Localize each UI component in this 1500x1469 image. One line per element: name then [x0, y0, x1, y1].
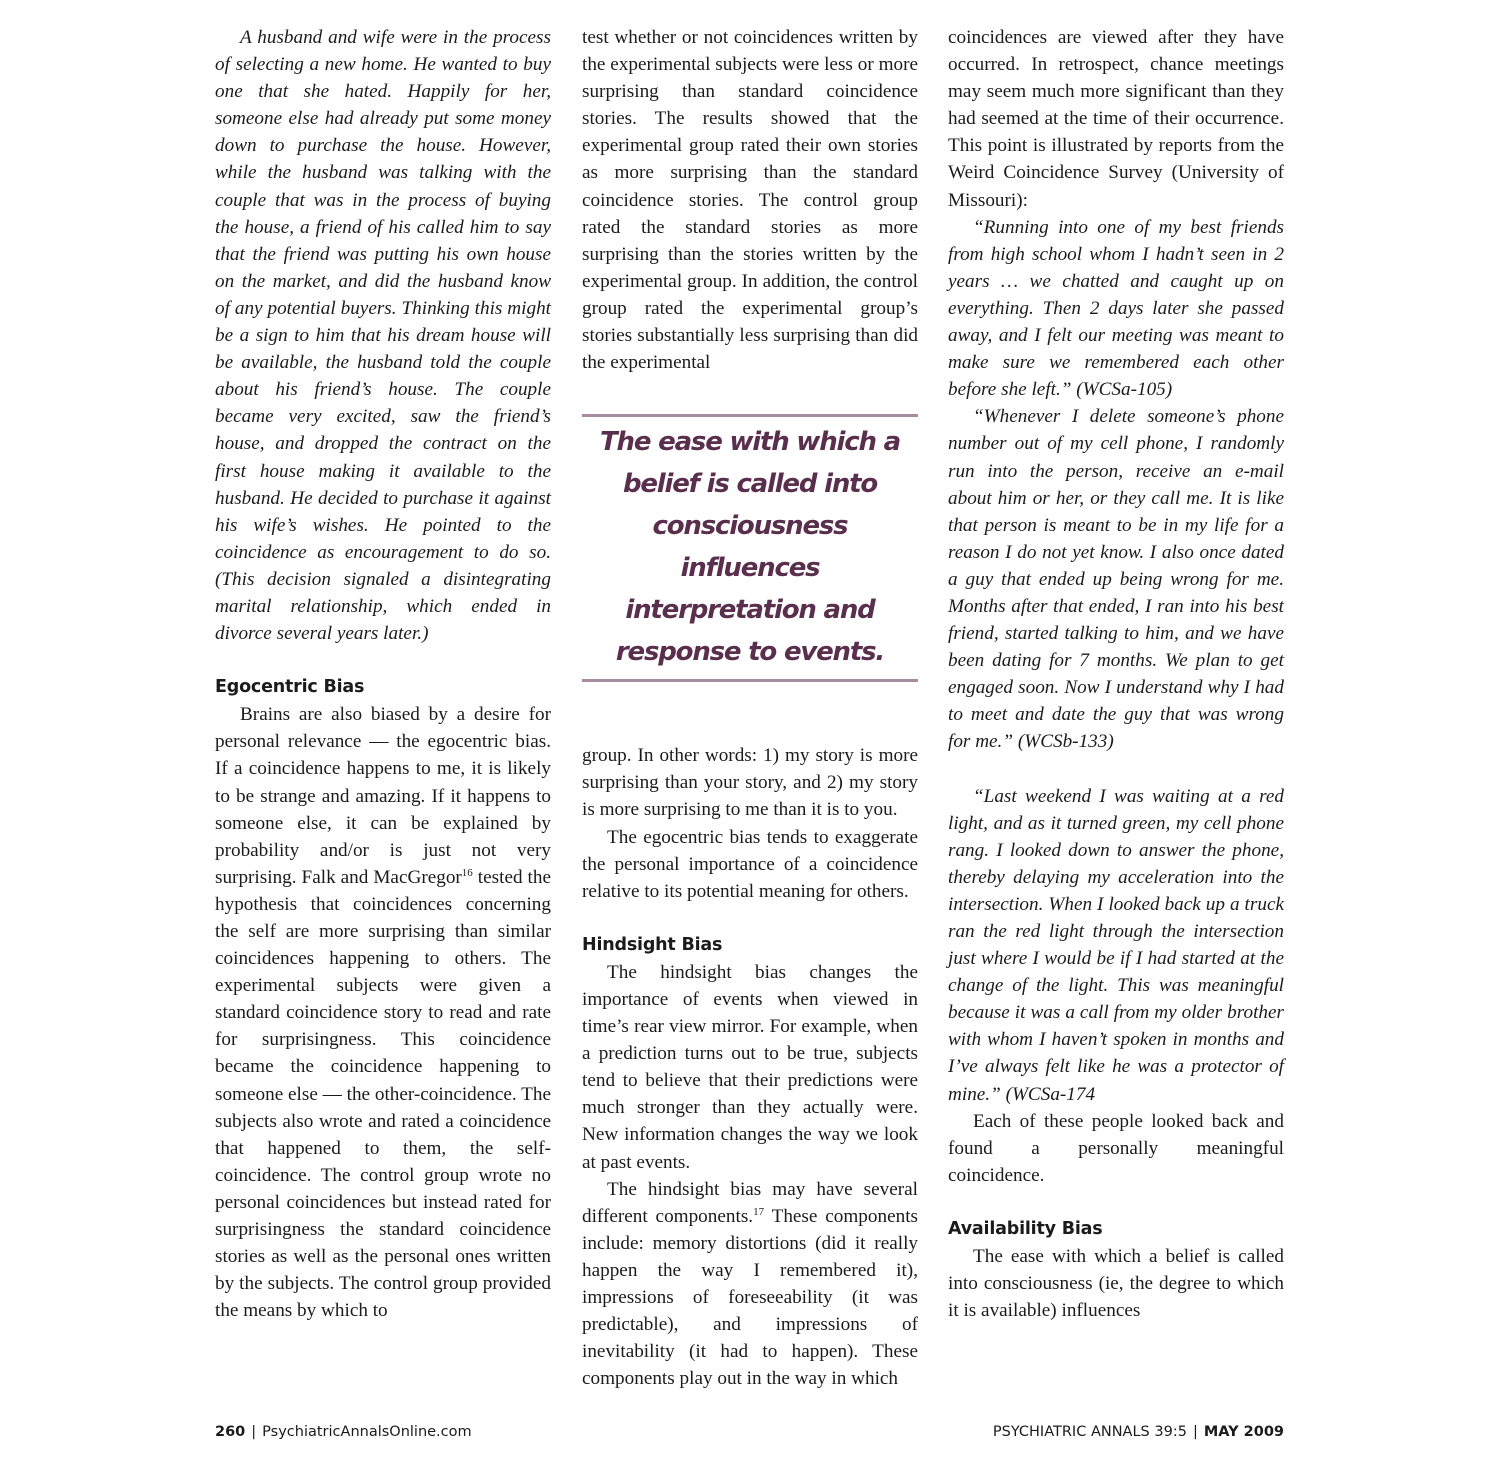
page-number: 260	[215, 1424, 246, 1440]
footer-separator: |	[1192, 1424, 1198, 1440]
reference-superscript: 17	[753, 1205, 765, 1218]
body-paragraph: Each of these people looked back and found a personally meaningful coincidence.	[948, 1110, 1284, 1186]
column-right	[948, 24, 1284, 1324]
body-paragraph	[582, 1176, 918, 1393]
reference-superscript: 16	[461, 866, 473, 879]
body-text: These components include: memory distortions (did it really happen the way I remembered it), impressions of foreseeability (it was predictable), and impressions of inevitability (it had to happen). These components play out in the way in which	[582, 1205, 918, 1390]
section-heading-availability-bias: Availability Bias	[948, 1218, 1103, 1239]
body-paragraph: test whether or not coincidences written by the experimental subjects were less or more surprising than standard coincidence stories. The results showed that the experimental group rated their own stories as more surprising than the standard coincidence stories. The control group rated the standard stories as more surprising than the stories written by the experimental group. In addition, the control group rated the experimental group’s stories substantially less surprising than did the experimental	[582, 27, 918, 374]
spacer	[215, 647, 551, 674]
spacer	[582, 905, 918, 932]
survey-quote: “Running into one of my best friends from high school whom I hadn’t seen in 2 years … we chatted and caught up on everything. Then 2 days later she passed away, and I felt our meeting was meant to make sure we remembered each other before she left.” (WCSa-105)	[948, 216, 1284, 401]
footer-right	[993, 1424, 1284, 1440]
spacer	[582, 376, 918, 414]
website-link[interactable]: PsychiatricAnnalsOnline.com	[262, 1424, 472, 1440]
pull-quote-text: The ease with which a belief is called into consciousness influences interpretation and response to events.	[600, 427, 900, 668]
body-paragraph: coincidences are viewed after they have occurred. In retrospect, chance meetings may seem much more significant than they had seemed at the time of their occurrence. This point is illustrated by reports from the Weird Coincidence Survey (University of Missouri):	[948, 27, 1284, 211]
body-paragraph: group. In other words: 1) my story is more surprising than your story, and 2) my story is more surprising to me than it is to you.	[582, 745, 918, 821]
survey-quote: “Whenever I delete someone’s phone number out of my cell phone, I randomly run into the person, receive an e-mail about him or her, or they call me. It is like that person is meant to be in my life for a reason I do not yet know. I also once dated a guy that ended up being wrong for me. Months after that ended, I ran into his best friend, started talking to him, and we have been dating for 7 months. We plan to get engaged soon. Now I understand why I had to meet and date the guy that was wrong for me.” (WCSb-133)	[948, 406, 1284, 753]
anecdote-paragraph: A husband and wife were in the process of selecting a new home. He wanted to buy one that she hated. Happily for her, someone else had already put some money down to purchase the house. However, while the husband was talking with the couple that was in the process of buying the house, a friend of his called him to say that the friend was putting his own house on the market, and did the husband know of any potential buyers. Thinking this might be a sign to him that his dream house will be available, the husband told the couple about his friend’s house. The couple became very excited, saw the friend’s house, and dropped the contract on the first house making it available to the husband. He decided to purchase it against his wife’s wishes. He pointed to the coincidence as encouragement to do so. (This decision signaled a disintegrating marital relationship, which ended in divorce several years later.)	[215, 27, 551, 645]
footer-left	[215, 1424, 472, 1440]
body-text: The hindsight bias may have several different components.	[582, 1178, 918, 1227]
pull-quote	[582, 414, 918, 682]
body-paragraph	[215, 701, 551, 1324]
section-heading-egocentric-bias: Egocentric Bias	[215, 677, 365, 698]
column-left	[215, 24, 551, 1324]
column-middle	[582, 24, 918, 1392]
body-paragraph: The hindsight bias changes the importance of events when viewed in time’s rear view mirror. For example, when a prediction turns out to be true, subjects tend to believe that their predictions were much stronger than they actually were. New information changes the way we look at past events.	[582, 961, 918, 1173]
body-text: tested the hypothesis that coincidences concerning the self are more surprising than similar coincidences happening to others. The experimental subjects were given a standard coincidence story to read and rate for surprisingness. This coincidence became the coincidence happening to someone else — the other-coincidence. The subjects also wrote and rated a coincidence that happened to them, the self-coincidence. The control group wrote no personal coincidences but instead rated for surprisingness the standard coincidence stories as well as the personal ones written by the subjects. The control group provided the means by which to	[215, 866, 551, 1322]
issue-date: MAY 2009	[1203, 1424, 1284, 1440]
spacer	[948, 1189, 1284, 1216]
spacer	[948, 756, 1284, 783]
journal-issue: PSYCHIATRIC ANNALS 39:5	[992, 1424, 1187, 1440]
body-text: Brains are also biased by a desire for personal relevance — the egocentric bias. If a coincidence happens to me, it is likely to be strange and amazing. If it happens to someone else, it can be explained by probability and/or is just not very surprising. Falk and MacGregor	[215, 704, 551, 888]
footer-separator: |	[251, 1424, 257, 1440]
section-heading-hindsight-bias: Hindsight Bias	[582, 934, 723, 955]
spacer	[582, 682, 918, 742]
body-paragraph: The egocentric bias tends to exaggerate the personal importance of a coincidence relative to its potential meaning for others.	[582, 826, 918, 902]
survey-quote: “Last weekend I was waiting at a red light, and as it turned green, my cell phone rang. I looked down to answer the phone, thereby delaying my acceleration into the intersection. When I looked back up a truck ran the red light through the intersection just where I would be if I had started at the change of the light. This was meaningful because it was a call from my older brother with whom I haven’t spoken in months and I’ve always felt like he was a protector of mine.” (WCSa-174	[948, 785, 1284, 1105]
body-paragraph: The ease with which a belief is called into consciousness (ie, the degree to which it is available) influences	[948, 1246, 1284, 1322]
